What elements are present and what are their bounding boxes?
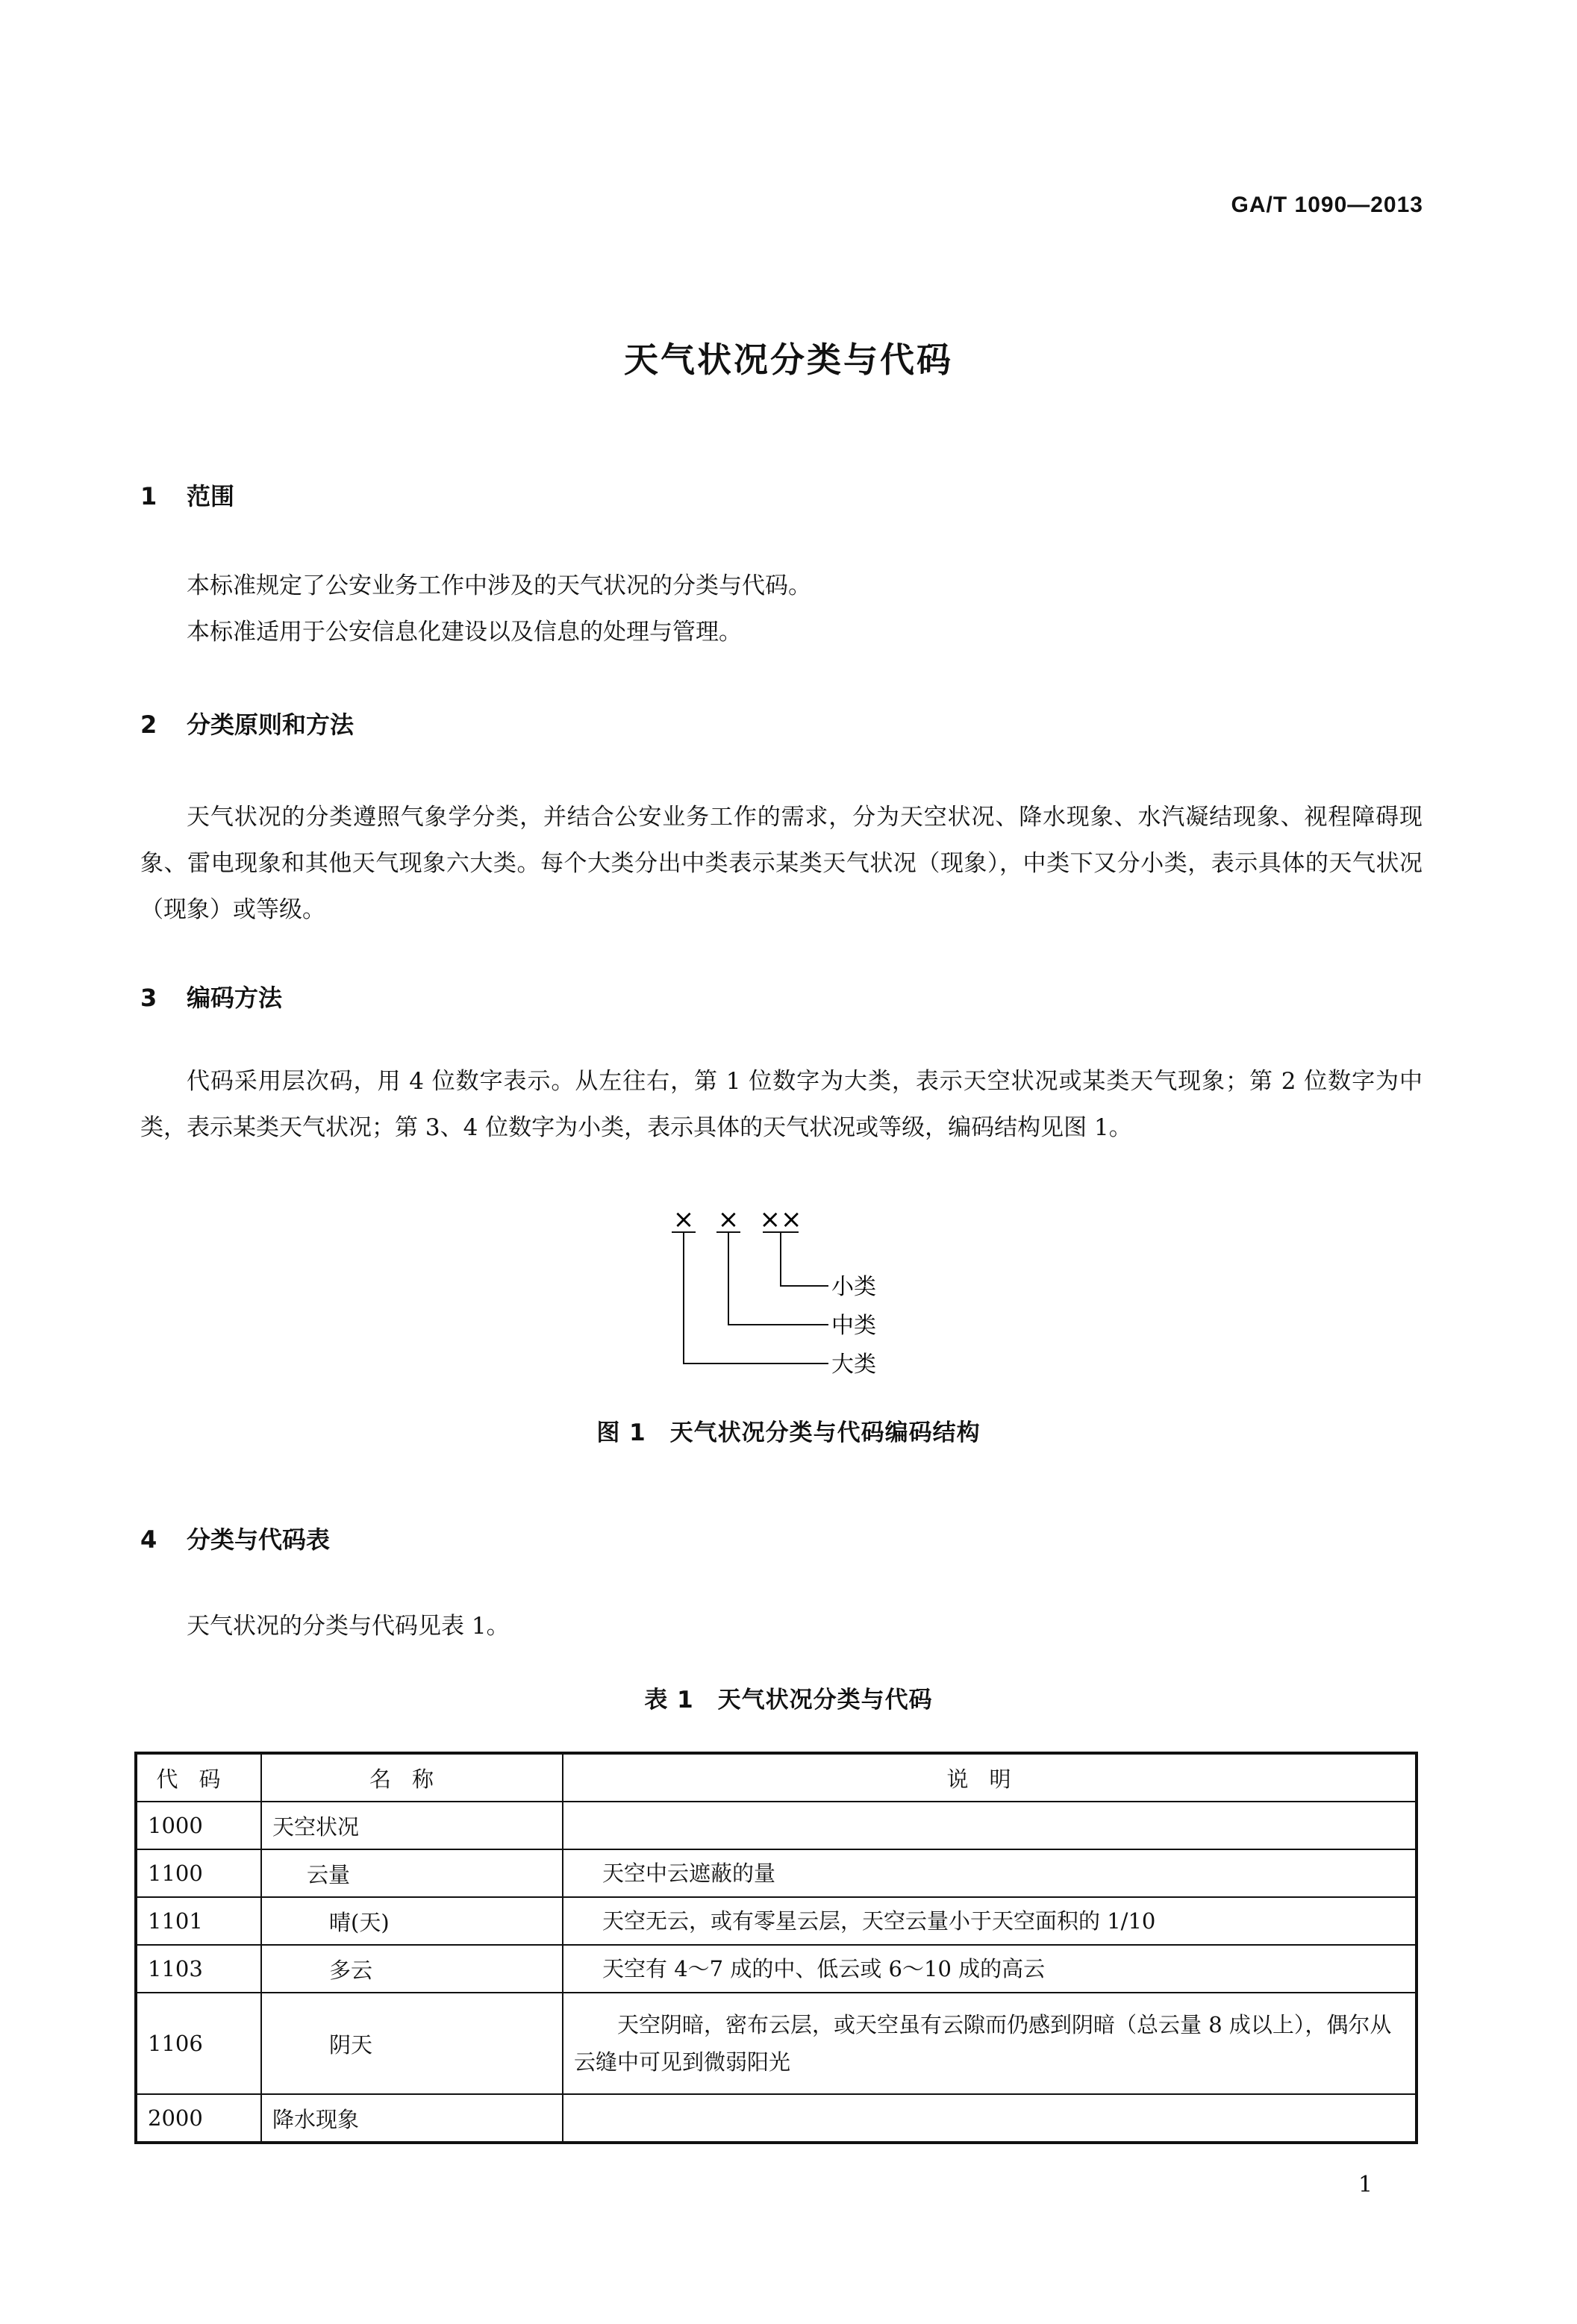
- label-minor: 小类: [831, 1274, 876, 1300]
- weather-code-table: [134, 1752, 1418, 2144]
- section-2-heading: [140, 706, 354, 740]
- table-caption: 表 1 天气状况分类与代码: [644, 1687, 933, 1714]
- table-header-row: [136, 1753, 1417, 1802]
- section-number: 2: [140, 710, 157, 739]
- section-title: 分类与代码表: [187, 1525, 331, 1554]
- header-description: 说明: [563, 1753, 1417, 1802]
- symbol-minor: ××: [759, 1205, 802, 1234]
- label-middle: 中类: [831, 1313, 876, 1339]
- description-cell: 天空中云遮蔽的量: [563, 1849, 1417, 1897]
- section-1-heading: [140, 478, 234, 512]
- name-cell: 降水现象: [261, 2094, 563, 2143]
- header-code: 代码: [136, 1753, 261, 1802]
- page-number: 1: [1358, 2172, 1373, 2198]
- paragraph: 代码采用层次码，用 4 位数字表示。从左往右，第 1 位数字为大类，表示天空状况或某类天气现象；第 2 位数字为中类，表示某类天气状况；第 3、4 位数字为小类，表示具体的天气状况或等级，编码结构见图 1。: [140, 1068, 1423, 1141]
- code-cell: 1000: [136, 1802, 261, 1849]
- section-1-body: [140, 563, 1423, 655]
- document-title: 天气状况分类与代码: [624, 340, 953, 380]
- code-cell: 2000: [136, 2094, 261, 2143]
- section-4-heading: [140, 1521, 330, 1555]
- table-row: [136, 1993, 1417, 2094]
- description-cell: 天空无云，或有零星云层，天空云量小于天空面积的 1/10: [563, 1897, 1417, 1945]
- section-3-heading: [140, 979, 282, 1013]
- section-title: 分类原则和方法: [187, 710, 355, 739]
- paragraph: 本标准适用于公安信息化建设以及信息的处理与管理。: [187, 619, 742, 646]
- symbol-middle: ×: [717, 1205, 740, 1234]
- table-row: [136, 1945, 1417, 1993]
- description-cell: [563, 1802, 1417, 1849]
- name-cell: 阴天: [261, 1993, 563, 2094]
- description-cell: 天空阴暗，密布云层，或天空虽有云隙而仍感到阴暗（总云量 8 成以上），偶尔从云缝中可见到微弱阳光: [563, 1993, 1417, 2094]
- name-cell: 多云: [261, 1945, 563, 1993]
- code-cell: 1101: [136, 1897, 261, 1945]
- header-name: 名称: [261, 1753, 563, 1802]
- table-row: [136, 2094, 1417, 2143]
- name-cell: 云量: [261, 1849, 563, 1897]
- section-3-body: [140, 1058, 1423, 1151]
- connector-minor: [781, 1232, 828, 1286]
- name-cell: 天空状况: [261, 1802, 563, 1849]
- paragraph: 天气状况的分类遵照气象学分类，并结合公安业务工作的需求，分为天空状况、降水现象、水汽凝结现象、视程障碍现象、雷电现象和其他天气现象六大类。每个大类分出中类表示某类天气状况（现象），中类下又分小类，表示具体的天气状况（现象）或等级。: [140, 804, 1423, 923]
- description-cell: 天空有 4～7 成的中、低云或 6～10 成的高云: [563, 1945, 1417, 1993]
- code-cell: 1103: [136, 1945, 261, 1993]
- section-4-body: [140, 1603, 1423, 1649]
- name-cell: 晴(天): [261, 1897, 563, 1945]
- label-major: 大类: [831, 1352, 876, 1378]
- code-structure-diagram: [657, 1198, 925, 1384]
- section-number: 4: [140, 1525, 157, 1554]
- table-row: [136, 1897, 1417, 1945]
- section-title: 编码方法: [187, 984, 283, 1012]
- section-number: 1: [140, 482, 157, 510]
- symbol-major: ×: [672, 1205, 695, 1234]
- connector-major: [684, 1232, 828, 1364]
- connector-middle: [728, 1232, 828, 1325]
- standard-code: GA/T 1090—2013: [1231, 193, 1423, 217]
- paragraph: 天气状况的分类与代码见表 1。: [187, 1613, 510, 1640]
- section-title: 范围: [187, 482, 235, 510]
- table-row: [136, 1802, 1417, 1849]
- section-number: 3: [140, 984, 157, 1012]
- description-cell: [563, 2094, 1417, 2143]
- code-cell: 1106: [136, 1993, 261, 2094]
- section-2-body: [140, 794, 1423, 933]
- table-row: [136, 1849, 1417, 1897]
- figure-caption: 图 1 天气状况分类与代码编码结构: [596, 1419, 981, 1446]
- paragraph: 本标准规定了公安业务工作中涉及的天气状况的分类与代码。: [187, 572, 811, 599]
- code-cell: 1100: [136, 1849, 261, 1897]
